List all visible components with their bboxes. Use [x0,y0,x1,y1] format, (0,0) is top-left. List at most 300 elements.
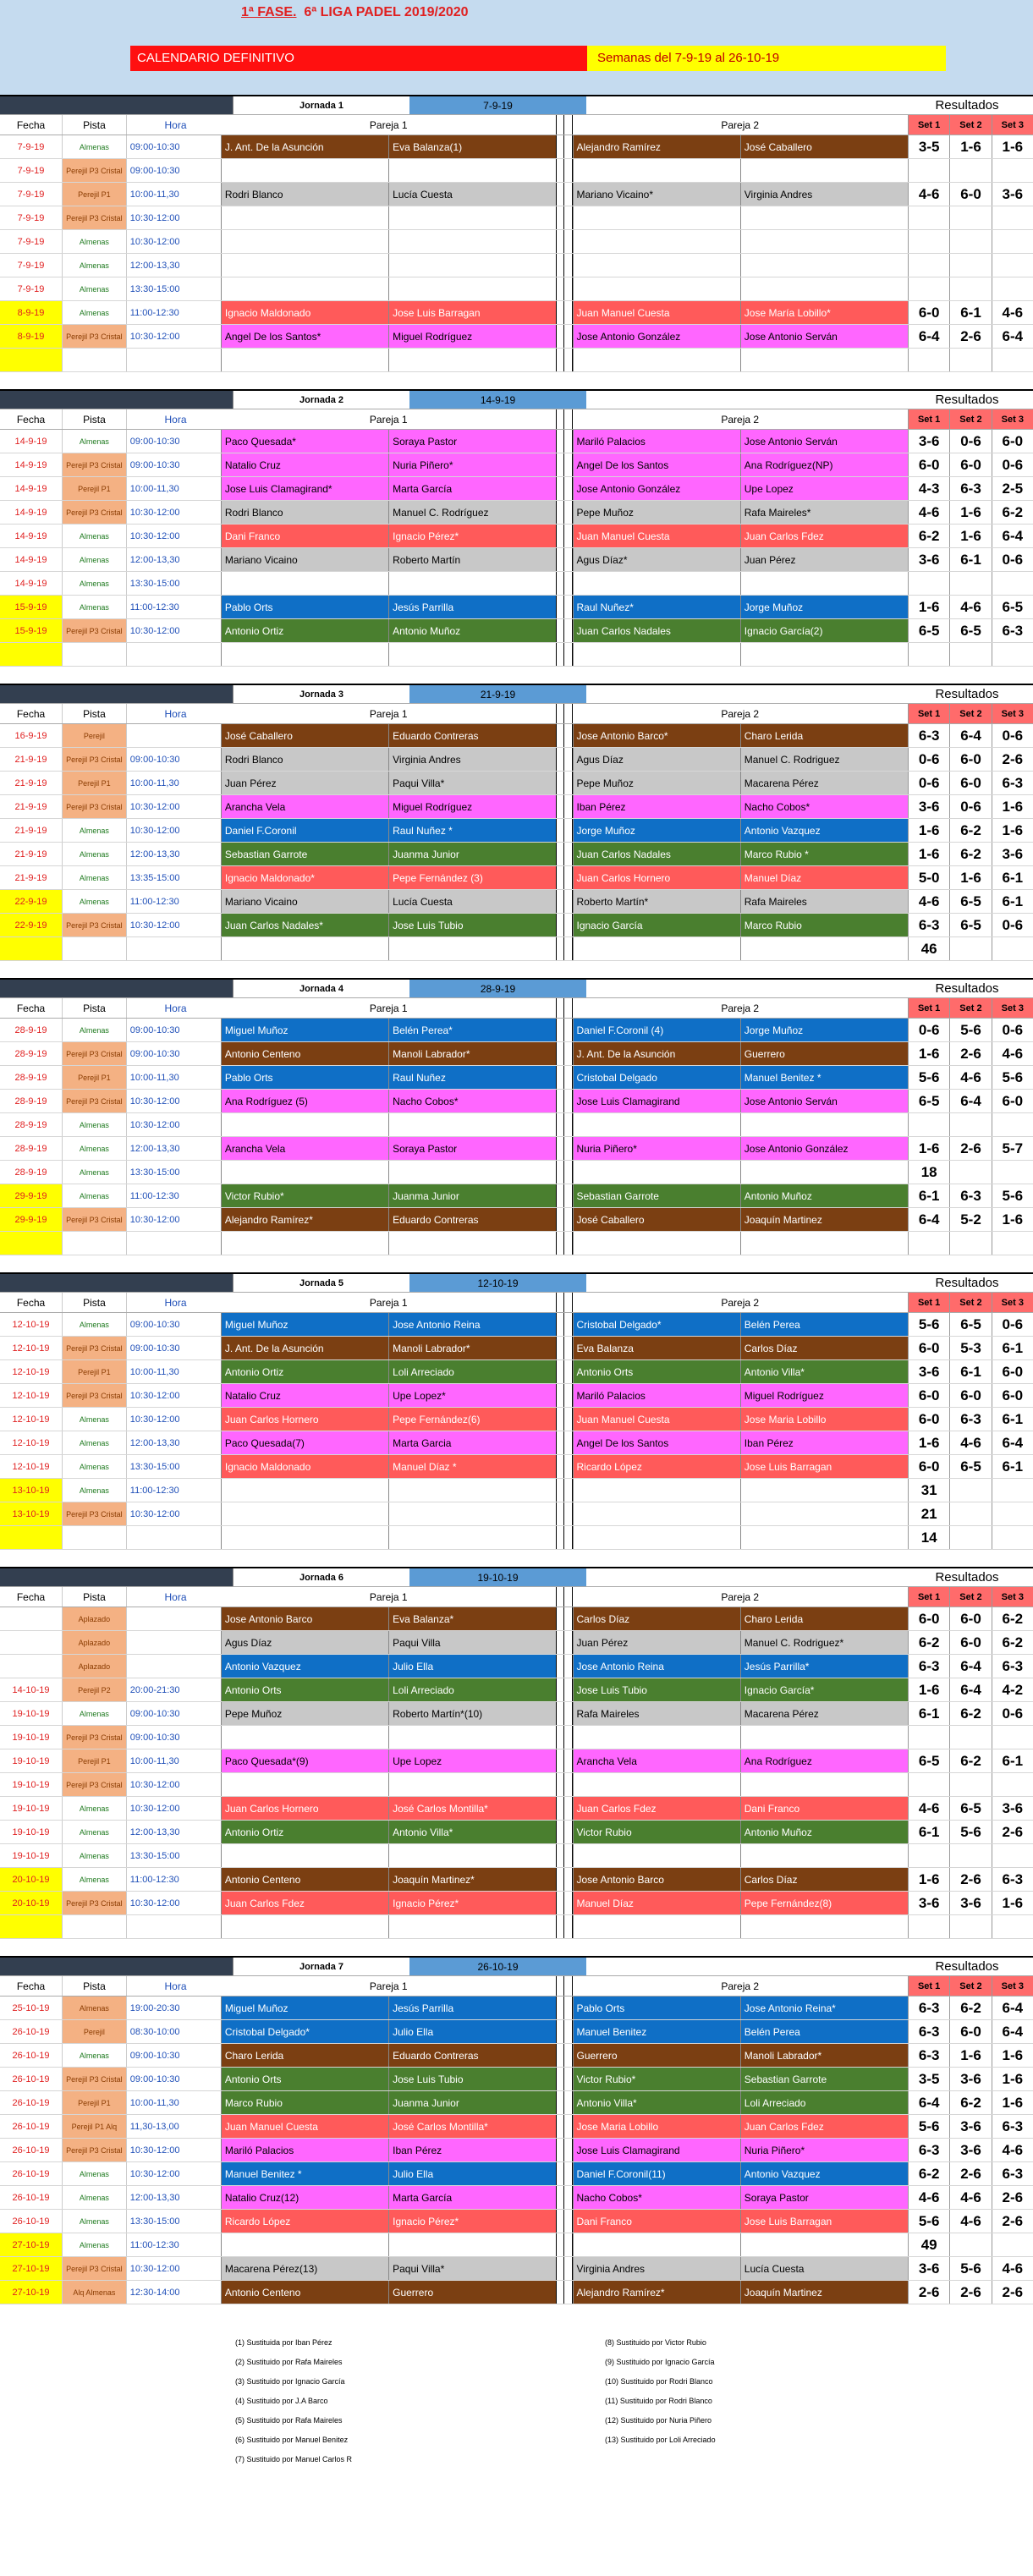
pair2-player2: Carlos Díaz [740,1868,908,1891]
match-date: 29-9-19 [0,1184,62,1207]
row-separator [556,2257,564,2280]
row-separator [556,1655,564,1678]
match-row [0,349,1033,372]
pair2-player2: Upe Lopez [740,477,908,500]
set-score: 2-6 [992,2186,1033,2209]
set-score: 5-0 [908,866,949,889]
match-date: 8-9-19 [0,301,62,324]
match-row [0,1726,1033,1749]
col-hora: Hora [126,998,221,1018]
match-time: 10:00-11,30 [126,183,221,206]
pair1-player2 [388,277,556,300]
pair2-player1: Manuel Benitez [573,2020,740,2043]
col-pareja2: Pareja 2 [721,1980,760,1992]
set-score: 14 [908,1526,949,1549]
row-separator [556,1137,564,1160]
pair1-player2 [388,1113,556,1136]
set-score: 6-5 [949,914,991,936]
set-score [908,643,949,666]
row-separator [564,254,573,277]
pair1-player2: Marta García [388,2186,556,2209]
match-court: Perejil P3 Cristal [62,1773,126,1796]
pair1-player1: J. Ant. De la Asunción [221,135,388,158]
set-score: 5-6 [949,1821,991,1843]
set-score: 6-3 [908,2020,949,2043]
row-separator [564,159,573,182]
pair2-player2: Pepe Fernández(8) [740,1892,908,1914]
row-separator [564,548,573,571]
pair1-player1: Juan Carlos Fdez [221,1892,388,1914]
block-gap [0,1255,1033,1272]
pair2-player1: Cristobal Delgado* [573,1313,740,1336]
pair1-player1: Arancha Vela [221,795,388,818]
pair1-player1: Cristobal Delgado* [221,2020,388,2043]
match-time [126,349,221,371]
pair1-player2: Lucía Cuesta [388,890,556,913]
row-separator [556,2044,564,2067]
col-hora: Hora [126,1293,221,1312]
set-score: 6-3 [992,772,1033,794]
set-score: 6-2 [908,525,949,547]
set-score [908,349,949,371]
match-court: Perejil P1 [62,2091,126,2114]
set-score: 6-0 [908,301,949,324]
block-gap [0,2304,1033,2321]
pair1-player1 [221,937,388,960]
col-s2: Set 2 [949,115,991,135]
match-court: Perejil P3 Cristal [62,795,126,818]
pair2-player2: José Caballero [740,135,908,158]
pair2-player2: Ana Rodríguez [740,1749,908,1772]
pair1-player2: Juanma Junior [388,1184,556,1207]
set-score: 6-2 [949,843,991,865]
col-pareja1: Pareja 1 [369,413,408,426]
match-row [0,548,1033,572]
set-score: 2-6 [992,2210,1033,2233]
match-court: Perejil P3 Cristal [62,159,126,182]
set-score [992,1502,1033,1525]
row-separator [564,453,573,476]
footnote: (12) Sustituido por Nuria Piñero [605,2416,712,2425]
set-score [992,1113,1033,1136]
set-score [949,2233,991,2256]
footnote: (1) Sustituida por Iban Pérez [235,2338,332,2347]
column-headers [0,1293,1033,1313]
row-separator [564,2068,573,2090]
pair1-player1: Jose Antonio Barco [221,1607,388,1630]
set-score: 1-6 [908,843,949,865]
col-s2: Set 2 [949,704,991,723]
match-court: Almenas [62,1479,126,1502]
set-score [992,206,1033,229]
row-separator [556,548,564,571]
row-separator [564,1915,573,1938]
col-pareja2: Pareja 2 [721,1002,760,1014]
pair1-player1: Agus Díaz [221,1631,388,1654]
col-s3: Set 3 [992,998,1033,1018]
row-separator [564,1184,573,1207]
pair2-player1: Juan Carlos Hornero [573,866,740,889]
match-court: Perejil P1 [62,772,126,794]
match-date: 28-9-19 [14,1096,47,1107]
match-time: 13:30-15:00 [126,277,221,300]
row-separator [556,1915,564,1938]
pair1-player2: Joaquín Martinez* [388,1868,556,1891]
match-time: 12:00-13,30 [126,843,221,865]
match-time: 09:00-10:30 [126,1313,221,1336]
match-row [0,890,1033,914]
set-score: 3-6 [949,1892,991,1914]
match-row [0,1844,1033,1868]
row-separator [556,477,564,500]
pair1-player1 [221,230,388,253]
col-pareja2: Pareja 2 [721,1590,760,1603]
match-time: 10:30-12:00 [126,501,221,524]
row-separator [564,1797,573,1820]
set-score: 6-0 [992,430,1033,453]
jornada-block [0,684,1033,961]
pair2-player2: Charo Lerida [740,724,908,747]
row-separator [564,1313,573,1336]
col-separator [556,1976,564,1996]
set-score: 6-0 [908,1607,949,1630]
set-score: 6-5 [908,1749,949,1772]
pair1-player2 [388,159,556,182]
col-s2: Set 2 [949,1587,991,1607]
jornada-block [0,1272,1033,1550]
set-score: 6-3 [908,1997,949,2019]
row-separator [564,325,573,348]
match-row [0,325,1033,349]
pair1-player2 [388,643,556,666]
set-score: 6-2 [908,1631,949,1654]
match-date: 26-10-19 [12,2097,50,2108]
pair1-player1: Dani Franco [221,525,388,547]
match-time: 10:00-11,30 [126,1749,221,1772]
row-separator [556,1384,564,1407]
set-score: 6-1 [908,1702,949,1725]
jornada-block [0,1956,1033,2304]
match-row [0,1090,1033,1113]
match-time: 10:00-11,30 [126,1066,221,1089]
footnote: (13) Sustituido por Loli Arreciado [605,2436,716,2444]
pair1-player2: Paqui Villa* [388,772,556,794]
pair1-player1: Antonio Ortiz [221,1821,388,1843]
pair1-player1 [221,1502,388,1525]
jornada-header [0,1567,1033,1587]
set-score: 5-6 [908,2115,949,2138]
match-time: 10:30-12:00 [126,2257,221,2280]
set-score: 6-4 [949,1090,991,1112]
footnote: (2) Sustituido por Rafa Maireles [235,2358,343,2366]
match-date: 16-9-19 [14,730,47,741]
col-fecha: Fecha [16,118,46,131]
row-separator [564,2281,573,2304]
match-time: 09:00-10:30 [126,1042,221,1065]
match-row [0,2139,1033,2162]
match-court: Almenas [62,1137,126,1160]
match-court: Almenas [62,548,126,571]
set-score [992,1232,1033,1255]
footnote: (9) Sustituido por Ignacio García [605,2358,715,2366]
match-time: 20:00-21:30 [126,1678,221,1701]
row-separator [564,1844,573,1867]
match-row [0,572,1033,596]
row-separator [564,2044,573,2067]
pair2-player1 [573,1773,740,1796]
pair1-player2: Eduardo Contreras [388,1208,556,1231]
pair1-player1: Charo Lerida [221,2044,388,2067]
match-court: Almenas [62,1313,126,1336]
match-time: 10:30-12:00 [126,2162,221,2185]
match-time: 10:30-12:00 [126,1113,221,1136]
row-separator [564,1502,573,1525]
match-court: Perejil P3 Cristal [62,501,126,524]
match-time: 12:00-13,30 [126,1137,221,1160]
pair2-player1: Mariano Vicaino* [573,183,740,206]
match-row [0,819,1033,843]
row-separator [564,501,573,524]
row-separator [556,349,564,371]
match-row [0,1821,1033,1844]
match-court [62,1232,126,1255]
set-score: 6-0 [992,1360,1033,1383]
pair1-player2 [388,572,556,595]
set-score [992,1844,1033,1867]
pair2-player1 [573,349,740,371]
row-separator [564,1455,573,1478]
pair1-player1: Ricardo López [221,2210,388,2233]
set-score: 3-6 [908,2257,949,2280]
pair2-player1: Agus Díaz [573,748,740,771]
pair2-player2: Manuel Benitez * [740,1066,908,1089]
row-separator [564,1868,573,1891]
pair2-player2: Jose Antonio González [740,1137,908,1160]
pair1-player1: Mariló Palacios [221,2139,388,2161]
match-court: Almenas [62,1844,126,1867]
match-row [0,2044,1033,2068]
match-time: 10:00-11,30 [126,1360,221,1383]
set-score: 6-4 [992,325,1033,348]
set-score: 6-1 [949,301,991,324]
pair2-player2: Jose María Lobillo* [740,301,908,324]
row-separator [564,277,573,300]
pair1-player2 [388,1479,556,1502]
match-date: 7-9-19 [17,283,45,294]
col-pareja1: Pareja 1 [369,707,408,720]
footnote: (10) Sustituido por Rodri Blanco [605,2377,713,2386]
set-score: 6-3 [992,1655,1033,1678]
pair1-player2: Loli Arreciado [388,1678,556,1701]
row-separator [556,230,564,253]
set-score: 0-6 [908,748,949,771]
set-score: 5-2 [949,1208,991,1231]
set-score: 6-3 [908,914,949,936]
match-time: 11:00-12:30 [126,1868,221,1891]
pair1-player1: Mariano Vicaino [221,548,388,571]
set-score [949,1915,991,1938]
pair1-player1: Ignacio Maldonado [221,301,388,324]
row-separator [556,1066,564,1089]
set-score: 6-2 [992,1607,1033,1630]
col-separator [564,704,573,723]
set-score: 1-6 [908,1678,949,1701]
match-time: 13:30-15:00 [126,1161,221,1184]
match-row [0,254,1033,277]
pair1-player1: Manuel Benitez * [221,2162,388,2185]
pair2-player1: Mariló Palacios [573,1384,740,1407]
pair1-player1 [221,643,388,666]
pair1-player1: Macarena Pérez(13) [221,2257,388,2280]
match-date: 22-9-19 [0,890,62,913]
match-row [0,2186,1033,2210]
row-separator [564,1726,573,1749]
calendar-banner: CALENDARIO DEFINITIVO [130,46,587,71]
set-score: 1-6 [992,2044,1033,2067]
pair1-player1: Pablo Orts [221,596,388,618]
pair2-player1: Daniel F.Coronil(11) [573,2162,740,2185]
set-score: 3-6 [992,183,1033,206]
pair2-player2 [740,349,908,371]
pair2-player1: Juan Manuel Cuesta [573,1408,740,1431]
pair1-player2: José Carlos Montilla* [388,2115,556,2138]
pair2-player1: J. Ant. De la Asunción [573,1042,740,1065]
match-date: 28-9-19 [14,1072,47,1083]
set-score: 6-2 [949,819,991,842]
row-separator [556,890,564,913]
match-row [0,1892,1033,1915]
set-score: 6-3 [992,619,1033,642]
set-score: 6-0 [949,1384,991,1407]
match-time: 10:30-12:00 [126,619,221,642]
match-date: 26-10-19 [12,2192,50,2203]
pair2-player1: Juan Carlos Nadales [573,619,740,642]
match-time: 13:30-15:00 [126,1844,221,1867]
pair1-player1 [221,1844,388,1867]
match-date: 7-9-19 [17,189,45,200]
pair2-player2 [740,1232,908,1255]
set-score: 5-7 [992,1137,1033,1160]
jornada-header [0,1956,1033,1976]
match-date: 21-9-19 [14,777,47,788]
footnote: (5) Sustituido por Rafa Maireles [235,2416,343,2425]
pair1-player2 [388,2233,556,2256]
match-date: 7-9-19 [17,212,45,223]
match-row [0,643,1033,667]
match-row [0,772,1033,795]
col-separator [564,409,573,429]
col-hora: Hora [126,704,221,723]
row-separator [564,1019,573,1041]
row-separator [564,2139,573,2161]
pair2-player1: Jose Maria Lobillo [573,2115,740,2138]
row-separator [556,1161,564,1184]
set-score: 6-0 [992,1090,1033,1112]
row-separator [556,1360,564,1383]
match-court: Aplazado [62,1607,126,1630]
pair2-player1: Manuel Díaz [573,1892,740,1914]
pair2-player1: Jose Antonio Barco [573,1868,740,1891]
match-court: Perejil [62,724,126,747]
set-score [949,1773,991,1796]
pair2-player1 [573,206,740,229]
match-court: Almenas [62,2044,126,2067]
row-separator [564,724,573,747]
jornada-date: 26-10-19 [409,1958,586,1975]
pair1-player2: Virginia Andres [388,748,556,771]
set-score [992,254,1033,277]
pair2-player2: Macarena Pérez [740,772,908,794]
pair2-player2: Sebastian Garrote [740,2068,908,2090]
results-title: Resultados [935,1570,999,1585]
pair2-player2: Marco Rubio * [740,843,908,865]
col-pareja2: Pareja 2 [721,707,760,720]
row-separator [564,2210,573,2233]
row-separator [556,772,564,794]
col-s3: Set 3 [992,704,1033,723]
match-court: Almenas [62,135,126,158]
match-date [0,1526,62,1549]
pair1-player1 [221,1773,388,1796]
phase-label: 1ª FASE. [241,5,297,19]
pair2-player1: Sebastian Garrote [573,1184,740,1207]
pair1-player1: Antonio Orts [221,2068,388,2090]
pair1-player2 [388,1726,556,1749]
match-row [0,1042,1033,1066]
match-row [0,724,1033,748]
match-row [0,937,1033,961]
col-pareja2: Pareja 2 [721,1296,760,1309]
set-score [949,937,991,960]
row-separator [564,772,573,794]
row-separator [556,1892,564,1914]
row-separator [564,843,573,865]
set-score: 6-1 [949,548,991,571]
match-court: Perejil P3 Cristal [62,914,126,936]
set-score: 1-6 [949,501,991,524]
col-pareja1: Pareja 1 [369,118,408,131]
set-score: 4-6 [949,1066,991,1089]
pair1-player2: Upe Lopez [388,1749,556,1772]
pair2-player2: Jorge Muñoz [740,1019,908,1041]
pair1-player2: Manoli Labrador* [388,1337,556,1359]
set-score: 4-6 [949,596,991,618]
set-score: 6-5 [949,619,991,642]
row-separator [564,1526,573,1549]
match-row [0,1208,1033,1232]
match-row [0,2281,1033,2304]
set-score [949,254,991,277]
set-score: 1-6 [949,525,991,547]
pair2-player1: Rafa Maireles [573,1702,740,1725]
match-court: Perejil P3 Cristal [62,325,126,348]
pair1-player1: Marco Rubio [221,2091,388,2114]
pair1-player2: Ignacio Pérez* [388,1892,556,1914]
pair2-player1 [573,1526,740,1549]
pair2-player2: Antonio Vazquez [740,2162,908,2185]
pair1-player2: Nuria Piñero* [388,453,556,476]
pair1-player1: Miguel Muñoz [221,1997,388,2019]
match-court: Alq Almenas [62,2281,126,2304]
row-separator [556,1773,564,1796]
col-separator [556,409,564,429]
page-title [241,5,469,20]
match-time [126,1526,221,1549]
match-date: 28-9-19 [14,1143,47,1154]
match-date: 12-10-19 [12,1437,50,1448]
row-separator [564,135,573,158]
set-score [949,1844,991,1867]
